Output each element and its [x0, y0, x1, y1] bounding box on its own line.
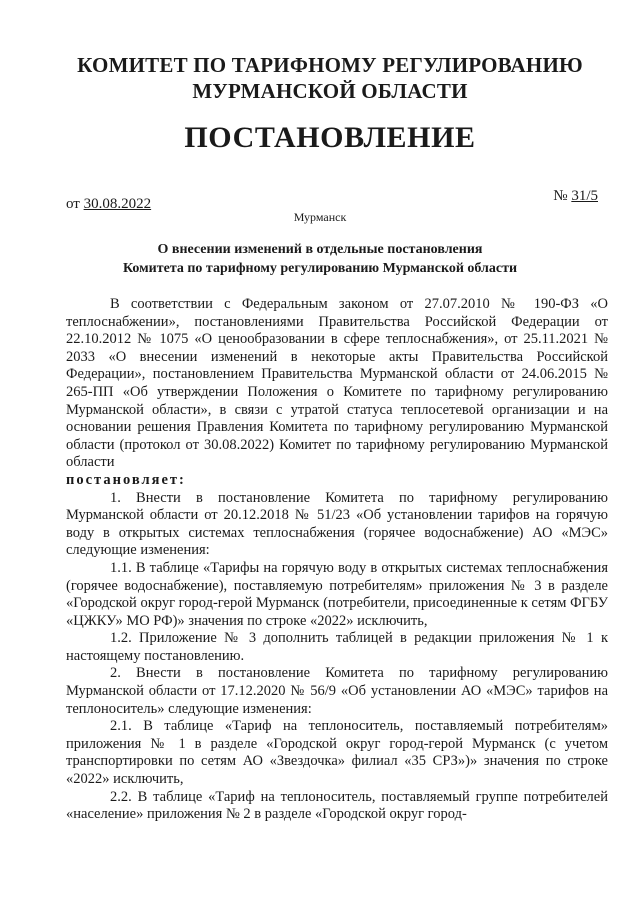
item-paragraph: 2.1. В таблице «Тариф на теплоноситель, поставляемый потребителям» приложения № 1 в разделе «Городской округ город-герой Мурманск (с учетом транспортировки по сетям АО «Звездочка» филиал «35 СРЗ»)» значения по строке «2022» исключить,: [66, 718, 608, 788]
number-value: 31/5: [571, 188, 598, 204]
item-paragraph: 1. Внести в постановление Комитета по тарифному регулированию Мурманской области от 20.12.2018 № 51/23 «Об установлении тарифов на горячую воду в открытых системах теплоснабжения (горячее водоснабжение) АО «МЭС» следующие изменения:: [66, 489, 608, 559]
document-number: [553, 188, 598, 205]
document-body: [66, 296, 608, 824]
date-prefix: от: [66, 196, 84, 212]
subject-line-1: О внесении изменений в отдельные постановления: [157, 242, 483, 257]
document-type-title: ПОСТАНОВЛЕНИЕ: [184, 121, 476, 154]
preamble-paragraph: В соответствии с Федеральным законом от 27.07.2010 № 190-ФЗ «О теплоснабжении», постановлениями Правительства Российской Федерации от 22.10.2012 № 1075 «О ценообразовании в сфере теплоснабжения», от 25.11.2021 № 2033 «О внесении изменений в некоторые акты Правительства Российской Федерации», постановлением Правительства Мурманской области от 24.06.2015 № 265-ПП «Об утверждении Положения о Комитете по тарифному регулированию Мурманской области», в связи с утратой статуса теплосетевой организации и на основании решения Правления Комитета по тарифному регулированию Мурманской области (протокол от 30.08.2022) Комитет по тарифному регулированию Мурманской области: [66, 296, 608, 471]
item-paragraph: 1.1. В таблице «Тарифы на горячую воду в открытых системах теплоснабжения (горячее водоснабжение), поставляемую потребителям» приложения № 3 в разделе «Городской округ город-герой Мурманск (потребители, присоединенные к сетям ФГБУ «ЦЖКУ» МО РФ)» значения по строке «2022» исключить,: [66, 559, 608, 629]
organization-name-line-1: КОМИТЕТ ПО ТАРИФНОМУ РЕГУЛИРОВАНИЮ: [77, 53, 583, 77]
item-paragraph: 2. Внести в постановление Комитета по тарифному регулированию Мурманской области от 17.12.2020 № 56/9 «Об установлении АО «МЭС» тарифов на теплоноситель» следующие изменения:: [66, 665, 608, 717]
document-subject: [60, 240, 580, 278]
item-paragraph: 2.2. В таблице «Тариф на теплоноситель, поставляемый группе потребителей «население» приложения № 2 в разделе «Городской округ город-: [66, 788, 608, 823]
number-prefix: №: [553, 188, 572, 204]
decree-word: постановляет:: [66, 471, 186, 488]
organization-name-line-2: МУРМАНСКОЙ ОБЛАСТИ: [192, 79, 468, 103]
document-city: Мурманск: [293, 210, 347, 224]
organization-name: [40, 52, 620, 104]
decree-word-paragraph: [66, 472, 608, 490]
item-paragraph: 1.2. Приложение № 3 дополнить таблицей в редакции приложения № 1 к настоящему постановлению.: [66, 630, 608, 664]
subject-line-2: Комитета по тарифному регулированию Мурманской области: [122, 261, 518, 276]
date-value: 30.08.2022: [83, 196, 152, 212]
